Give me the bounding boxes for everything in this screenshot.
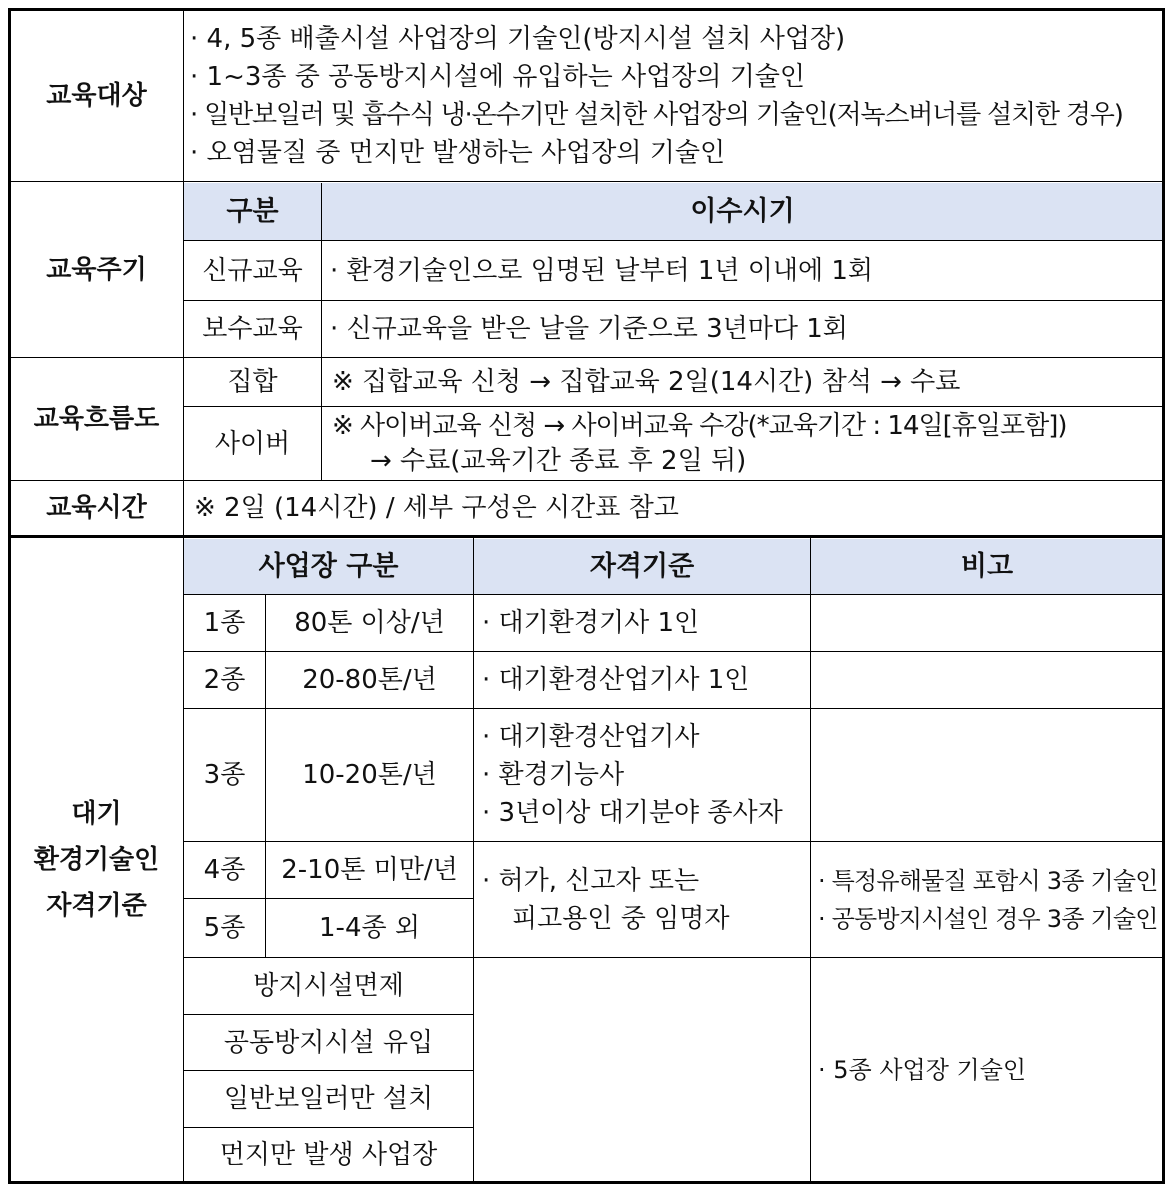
cycle-header-period: 이수시기 (690, 195, 795, 227)
qual-note-45-line: · 공동방지시설인 경우 3종 기술인 (818, 904, 1158, 933)
flow-cyber-line: ※ 사이버교육 신청 → 사이버교육 수강(*교육기간 : 14일[휴일포함]) (332, 410, 1067, 441)
qual-header-site: 사업장 구분 (258, 550, 399, 582)
label-edu-target: 교육대상 (46, 80, 147, 111)
qual-class-1: 1종 (203, 608, 246, 638)
edu-target-item: · 4, 5종 배출시설 사업장의 기술인(방지시설 설치 사업장) (190, 24, 846, 54)
qual-label-line: 대기 (71, 798, 122, 829)
qual-class-4: 4종 (203, 855, 246, 885)
qual-header-criteria: 자격기준 (589, 550, 695, 582)
label-qualification (10, 537, 183, 1182)
qual-amount-3: 10-20톤/년 (302, 760, 437, 790)
qual-amount-5: 1-4종 외 (319, 913, 420, 943)
qual-criteria-45-line: 피고용인 중 임명자 (512, 903, 730, 934)
qual-note-exempt: · 5종 사업장 기술인 (818, 1055, 1027, 1084)
qual-class-5: 5종 (203, 913, 246, 943)
qual-amount-4: 2-10톤 미만/년 (281, 855, 458, 885)
qual-class-2: 2종 (203, 665, 246, 695)
cycle-period-new: · 환경기술인으로 임명된 날부터 1년 이내에 1회 (330, 255, 874, 286)
label-edu-cycle: 교육주기 (46, 254, 147, 285)
label-edu-time: 교육시간 (46, 493, 147, 523)
flow-type-cyber: 사이버 (214, 428, 291, 459)
q-col-note (810, 537, 811, 1182)
cycle-period-refresh: · 신규교육을 받은 날을 기준으로 3년마다 1회 (330, 314, 848, 344)
qual-label-line: 환경기술인 (33, 844, 160, 875)
qual-note-45 (818, 842, 1160, 957)
edu-target-item: · 일반보일러 및 흡수식 냉·온수기만 설치한 사업장의 기술인(저녹스버너를 설치한 경우) (190, 100, 1123, 130)
flow-col (321, 358, 322, 480)
qual-exempt-dust: 먼지만 발생 사업장 (219, 1139, 438, 1170)
qual-exempt-shared: 공동방지시설 유입 (223, 1027, 434, 1058)
qual-criteria-3-item: · 3년이상 대기분야 종사자 (482, 798, 783, 828)
qual-label-line: 자격기준 (46, 890, 147, 921)
qual-exempt-boiler: 일반보일러만 설치 (223, 1084, 434, 1114)
flow-cyber-line: → 수료(교육기간 종료 후 2일 뒤) (370, 445, 747, 476)
flow-type-group: 집합 (227, 367, 278, 397)
qual-criteria-3-item: · 환경기능사 (482, 760, 625, 790)
qual-exempt-facility: 방지시설면제 (253, 971, 404, 1001)
cycle-type-new: 신규교육 (202, 255, 303, 286)
qual-criteria-45 (482, 842, 808, 957)
edu-target-item: · 오염물질 중 먼지만 발생하는 사업장의 기술인 (190, 138, 726, 168)
qual-note-45-line: · 특정유해물질 포함시 3종 기술인 (818, 866, 1158, 895)
cycle-type-refresh: 보수교육 (202, 314, 303, 344)
qual-criteria-2: · 대기환경산업기사 1인 (482, 665, 750, 695)
edu-target-item: · 1~3종 중 공동방지시설에 유입하는 사업장의 기술인 (190, 62, 806, 92)
qual-header-note: 비고 (960, 550, 1014, 582)
qual-criteria-1: · 대기환경기사 1인 (482, 608, 700, 638)
flow-steps-group: ※ 집합교육 신청 → 집합교육 2일(14시간) 참석 → 수료 (332, 367, 961, 397)
label-edu-flow: 교육흐름도 (33, 404, 160, 434)
qual-criteria-3-item: · 대기환경산업기사 (482, 722, 700, 752)
qual-class-3: 3종 (203, 760, 246, 790)
edu-target-list (190, 12, 1160, 180)
cycle-header-type: 구분 (226, 195, 279, 227)
qual-amount-2: 20-80톤/년 (302, 665, 437, 695)
edu-time-text: ※ 2일 (14시간) / 세부 구성은 시간표 참고 (194, 493, 679, 523)
qual-amount-1: 80톤 이상/년 (294, 608, 445, 638)
qual-criteria-45-line: · 허가, 신고자 또는 (482, 865, 700, 896)
qual-criteria-3 (482, 709, 808, 841)
flow-steps-cyber (332, 407, 1162, 480)
q-col-criteria (473, 537, 474, 1182)
